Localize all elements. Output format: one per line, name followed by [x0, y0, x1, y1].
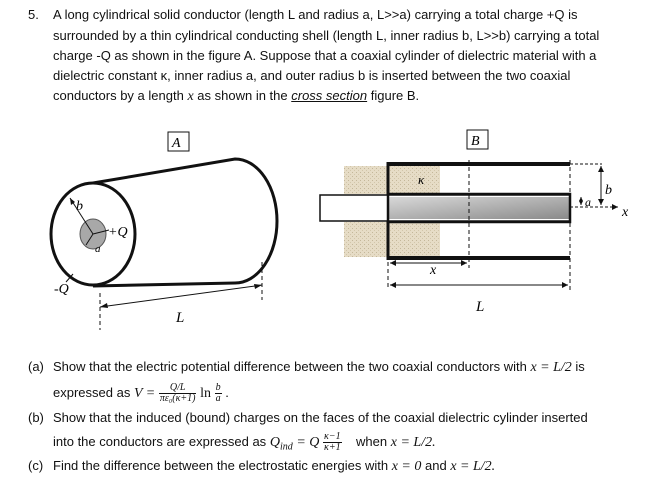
- part-a-line-1: Show that the electric potential difference between the two coaxial conductors with x = L/2 is: [53, 359, 585, 375]
- label-length-a: L: [176, 310, 185, 326]
- part-c-label: (c): [28, 458, 44, 473]
- cross-section-link: cross section: [291, 88, 368, 103]
- label-b-b: b: [605, 183, 612, 198]
- potential-v: V =: [133, 386, 156, 401]
- figure-a: [51, 132, 277, 330]
- line5-mid: as shown in the: [197, 88, 288, 103]
- intro-line-1: A long cylindrical solid conductor (length L and radius a, L>>a) carrying a total charge +Q is: [53, 7, 578, 22]
- label-minus-q: -Q: [54, 282, 69, 297]
- figure-b: [320, 130, 629, 315]
- x-axis-arrow: [612, 204, 618, 210]
- label-a: a: [95, 243, 101, 255]
- part-b-label: (b): [28, 410, 44, 425]
- line5-var: x: [187, 89, 194, 104]
- part-a-condition: x = L/2: [530, 360, 572, 375]
- potential-fraction: $\frac{Q/L}{\text{πε₀(κ+1)}}$: [159, 382, 196, 405]
- problem-number: 5.: [28, 7, 39, 22]
- intro-line-3: charge -Q as shown in the figure A. Suppose that a coaxial cylinder of dielectric material with a: [53, 48, 597, 63]
- label-b: b: [76, 199, 83, 214]
- part-c-line: Find the difference between the electrostatic energies with x = 0 and x = L/2.: [53, 458, 496, 474]
- line5-pre: conductors by a length: [53, 88, 184, 103]
- log-fraction: $\frac{b}{a}$: [215, 382, 221, 405]
- induced-fraction: $\frac{\kappa-1}{\kappa+1}$: [324, 431, 341, 454]
- length-arrow-a: [100, 285, 262, 307]
- line5-post: figure B.: [370, 88, 420, 103]
- label-x-dim: x: [430, 263, 437, 278]
- label-kappa: κ: [418, 172, 425, 187]
- part-b-line-1: Show that the induced (bound) charges on the faces of the coaxial dielectric cylinder inserted: [53, 410, 588, 425]
- part-a-label: (a): [28, 359, 44, 374]
- label-length-b: L: [476, 299, 485, 315]
- part-b-line-2: into the conductors are expressed as $Q_{ind} = Q$ $\frac{\kappa-1}{\kappa+1}$ when x = L/2.: [53, 431, 436, 454]
- label-plus-q: +Q: [108, 225, 128, 240]
- figure-a-label: A: [172, 136, 181, 151]
- support-top: [344, 166, 388, 194]
- intro-line-2: surrounded by a thin cylindrical conducting shell (length L, inner radius b, L>>b) carrying a total: [53, 28, 600, 43]
- intro-line-4: dielectric constant κ, inner radius a, and outer radius b is inserted between the two coaxial: [53, 68, 571, 83]
- label-x-axis: x: [622, 205, 629, 220]
- label-a-b: a: [585, 195, 591, 209]
- figure-b-label: B: [471, 134, 480, 149]
- part-a-line-2: expressed as V = $\frac{Q/L}{\text{πε₀(κ+1)}}$ ln $\frac{b}{a}$ .: [53, 382, 229, 405]
- support-bottom: [344, 222, 388, 257]
